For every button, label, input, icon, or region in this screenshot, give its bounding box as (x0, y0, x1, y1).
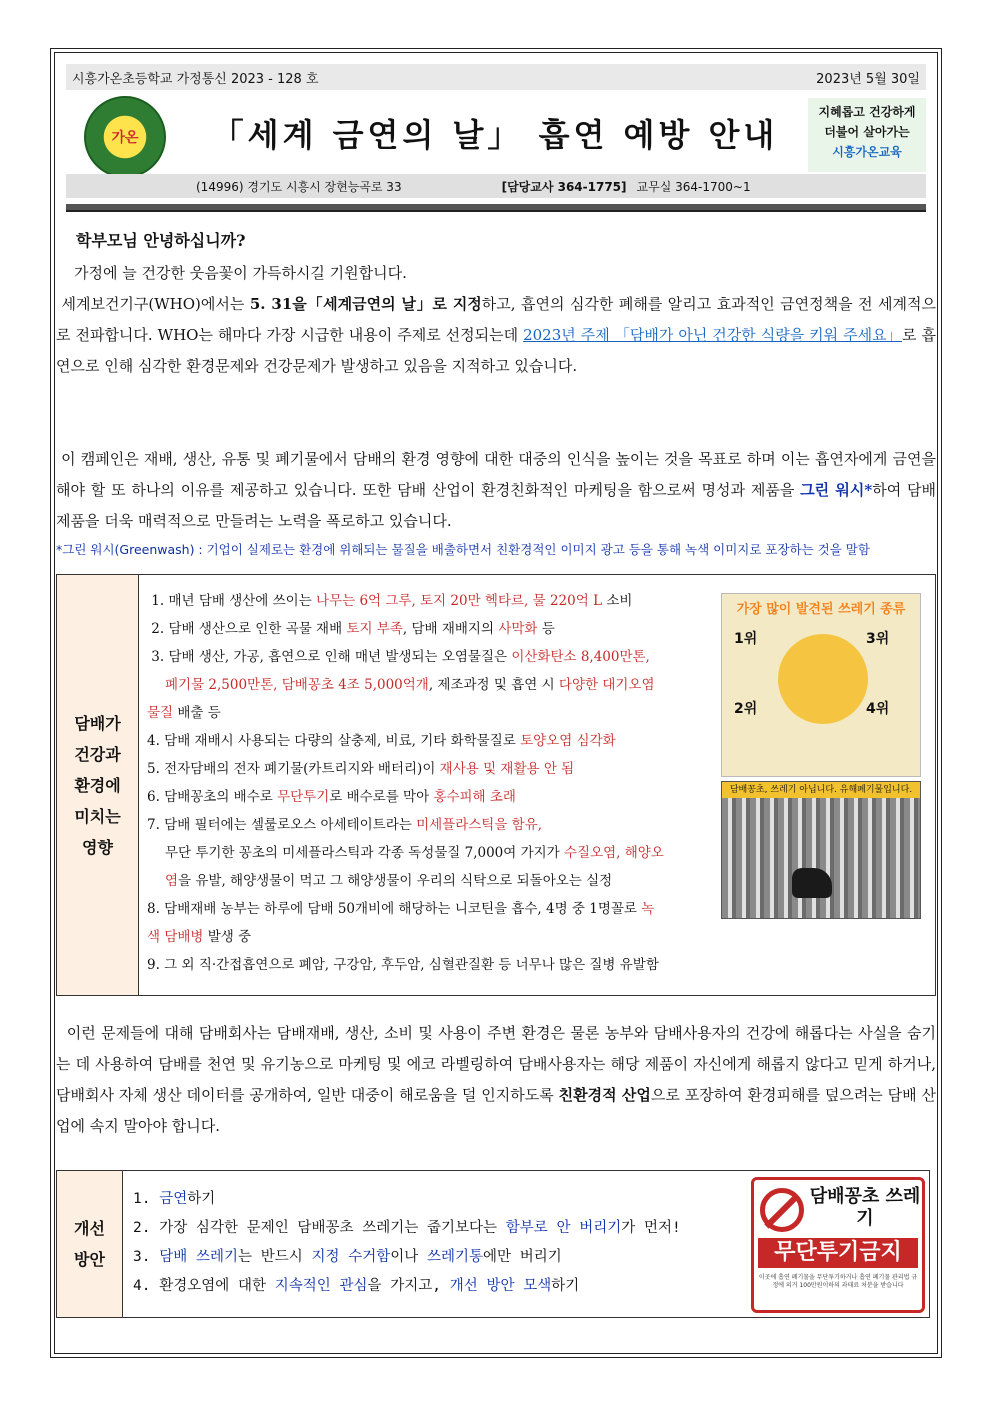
greeting: 학부모님 안녕하십니까? (76, 231, 246, 250)
header-bar (66, 64, 926, 90)
list-item: 6. 담배꽁초의 배수로 무단투기로 배수로를 막아 홍수피해 초래 (147, 789, 516, 805)
butts-drain-photo (721, 781, 921, 919)
list-item: 8. 담배재배 농부는 하루에 담배 50개비에 해당하는 니코틴을 흡수, 4명 중 1명꼴로 녹 (147, 901, 655, 917)
poster-title: 가장 많이 발견된 쓰레기 종류 (736, 602, 906, 617)
motto-line-1: 지혜롭고 건강하게 (818, 105, 916, 119)
rank-1: 1위 (734, 631, 758, 647)
school-address: (14996) 경기도 시흥시 장현능곡로 33 (196, 179, 402, 194)
impact-label: 담배가 건강과 환경에 미치는 영향 (57, 575, 139, 995)
school-motto (808, 98, 926, 172)
school-logo (84, 96, 166, 178)
list-item: 4. 담배 재배시 사용되는 다량의 살충제, 비료, 기타 화학물질로 토양오염 심각화 (147, 733, 616, 749)
intro-line-1: 가정에 늘 건강한 웃음꽃이 가득하시길 기원합니다. (74, 264, 407, 282)
intro-paragraph (56, 258, 936, 382)
header-divider (66, 204, 926, 212)
greenwash-note: *그린 워시(Greenwash) : 기업이 실제로는 환경에 위해되는 물질을 배출하면서 친환경적인 이미지 광고 등을 통해 녹색 이미지로 포장하는 것을 말함 (56, 542, 870, 557)
impact-box (56, 574, 936, 996)
list-item: 7. 담배 필터에는 셀룰로오스 아세테이트라는 미세플라스틱을 함유, (147, 817, 543, 833)
list-item: 3. 담배 생산, 가공, 흡연으로 인해 매년 발생되는 오염물질은 이산화탄소 8,400만톤, (151, 649, 650, 665)
no-littering-sign (751, 1177, 925, 1313)
improvement-label: 개선 방안 (57, 1171, 123, 1317)
shoe-image (792, 868, 832, 898)
list-item: 2. 담배 생산으로 인한 곡물 재배 토지 부족, 담배 재배지의 사막화 등 (151, 621, 555, 637)
no-littering-icon (760, 1188, 804, 1232)
trash-ranking-poster (721, 593, 921, 777)
impact-list (147, 587, 719, 979)
motto-line-2: 더불어 살아가는 (824, 125, 910, 139)
greenwash-term: 그린 워시* (800, 481, 873, 499)
address-bar (66, 174, 926, 198)
eco-industry-term: 친환경적 산업 (558, 1086, 651, 1104)
theme-link[interactable]: 2023년 주제 「담배가 아닌 건강한 식량을 키워 주세요」 (523, 326, 903, 344)
improvement-box (56, 1170, 930, 1318)
issue-date: 2023년 5월 30일 (816, 71, 920, 87)
logo-text: 가온 (104, 116, 146, 158)
sign-small-text: 이곳에 흡연 폐기물을 무단투기하거나 흡연 폐기물 관리법 규정에 의거 100만원이하의 과태료 처분을 받습니다 (758, 1274, 918, 1289)
list-item-cont: 물질 배출 등 (147, 705, 221, 721)
photo-caption: 담배꽁초, 쓰레기 아닙니다. 유해폐기물입니다. (722, 782, 920, 798)
contact-teacher: [담당교사 364-1775] (501, 179, 627, 194)
contact-office: 교무실 364-1700~1 (636, 179, 751, 194)
list-item-cont: 색 담배병 발생 중 (147, 929, 252, 945)
newsletter-number: 시흥가온초등학교 가정통신 2023 - 128 호 (72, 71, 319, 87)
intro-who: 세계보건기구(WHO)에서는 5. 31을「세계금연의 날」로 지정하고, 흡연의 심각한 폐해를 알리고 효과적인 금연정책을 전 세계적으로 전파합니다. WHO는 해마다 가장 시급한 내용이 주제로 선정되는데 2023년 주제 「담배가 아닌 건강한 식량을 키워 주세요」로 흡연으로 인해 심각한 환경문제와 건강문제가 발생하고 있음을 지적하고 있습니다. (56, 295, 936, 375)
improvement-list (133, 1185, 733, 1301)
list-item: 1. 금연하기 (133, 1191, 216, 1207)
campaign-paragraph: 이 캠페인은 재배, 생산, 유통 및 폐기물에서 담배의 환경 영향에 대한 대중의 인식을 높이는 것을 목표로 하며 이는 흡연자에게 금연을 해야 할 또 하나의 이유를 제공하고 있습니다. 또한 담배 산업이 환경친화적인 마케팅을 함으로써 명성과 제품을 그린 워시*하여 담배 제품을 더욱 매력적으로 만들려는 노력을 폭로하고 있습니다. (56, 450, 937, 530)
list-item: 5. 전자담배의 전자 폐기물(카트리지와 배터리)이 재사용 및 재활용 안 됨 (147, 761, 575, 777)
rank-3: 3위 (866, 631, 890, 647)
list-item: 4. 환경오염에 대한 지속적인 관심을 가지고, 개선 방안 모색하기 (133, 1278, 580, 1294)
rank-2: 2위 (734, 701, 758, 717)
poster-illustration (778, 634, 868, 724)
list-item-cont: 폐기물 2,500만톤, 담배꽁초 4조 5,000억개, 제조과정 및 흡연 시 다양한 대기오염 (165, 677, 655, 693)
sign-top-text: 담배꽁초 쓰레기 (809, 1186, 921, 1229)
rank-4: 4위 (866, 701, 890, 717)
closing-paragraph: 이런 문제들에 대해 담배회사는 담배재배, 생산, 소비 및 사용이 주변 환경은 물론 농부와 담배사용자의 건강에 해롭다는 사실을 숨기는 데 사용하여 담배를 천연 및 유기농으로 마케팅 및 에코 라벨링하여 담배사용자는 해당 제품이 자신에게 해롭지 않다고 믿게 하거나, 담배회사 자체 생산 데이터를 공개하여, 일반 대중이 해로움을 덜 인지하도록 친환경적 산업으로 포장하여 환경피해를 덮으려는 담배 산업에 속지 말아야 합니다. (56, 1024, 936, 1135)
page-title: 「세계 금연의 날」 흡연 예방 안내 (211, 116, 779, 154)
list-item-cont: 무단 투기한 꽁초의 미세플라스틱과 각종 독성물질 7,000여 가지가 수질오염, 해양오 (165, 845, 664, 861)
list-item-cont: 염을 유발, 해양생물이 먹고 그 해양생물이 우리의 식탁으로 되돌아오는 실정 (165, 873, 613, 889)
list-item: 2. 가장 심각한 문제인 담배꽁초 쓰레기는 줍기보다는 함부로 안 버리기가 먼저! (133, 1220, 681, 1236)
motto-line-3: 시흥가온교육 (832, 145, 902, 159)
list-item: 3. 담배 쓰레기는 반드시 지정 수거함이나 쓰레기통에만 버리기 (133, 1249, 562, 1265)
list-item: 1. 매년 담배 생산에 쓰이는 나무는 6억 그루, 토지 20만 헥타르, 물 220억 L 소비 (151, 593, 633, 609)
list-item: 9. 그 외 직·간접흡연으로 폐암, 구강암, 후두암, 심혈관질환 등 너무나 많은 질병 유발함 (147, 957, 659, 973)
sign-main-text: 무단투기금지 (758, 1238, 918, 1268)
world-no-tobacco-day: 5. 31을「세계금연의 날」로 지정 (249, 295, 482, 313)
